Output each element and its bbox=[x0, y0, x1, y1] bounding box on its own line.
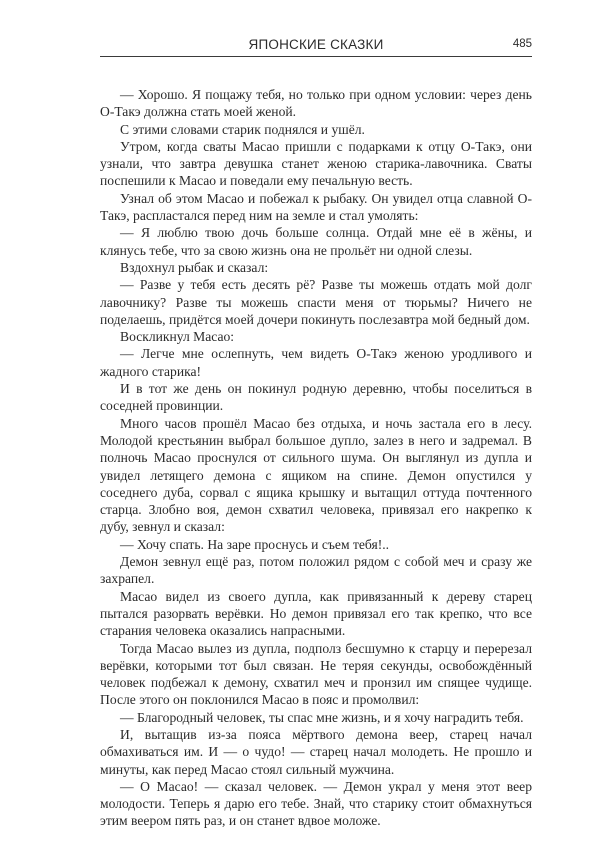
paragraph: Узнал об этом Масао и побежал к рыбаку. Он увидел отца славной О-Такэ, распластался перед ним на земле и стал умолять: bbox=[100, 190, 532, 224]
paragraph: Тогда Масао вылез из дупла, подполз бесшумно к старцу и перерезал верёвки, которыми тот был связан. Не теряя секунды, освобождённый человек подбежал к демону, схватил меч и пронзил им спящее чудище. После этого он поклонился Масао в пояс и промолвил: bbox=[100, 640, 532, 708]
running-title: ЯПОНСКИЕ СКАЗКИ bbox=[248, 37, 384, 52]
paragraph: И в тот же день он покинул родную деревню, чтобы поселиться в соседней провинции. bbox=[100, 381, 532, 414]
paragraph: Много часов прошёл Масао без отдыха, и ночь застала его в лесу. Молодой крестьянин выбрал большое дупло, залез в него и задремал. В полночь Масао проснулся от сильного шума. Он выглянул из дупла и увидел летящего демона с ящиком на спине. Демон опустился у соседнего дуба, сорвал с ящика крышку и вытащил оттуда почтенного старца. Злобно воя, демон схватил человека, привязал его накрепко к дубу, зевнул и сказал: bbox=[100, 415, 532, 535]
paragraph: С этими словами старик поднялся и ушёл. bbox=[120, 121, 365, 137]
paragraph: Вздохнул рыбак и сказал: bbox=[120, 259, 269, 275]
paragraph: Воскликнул Масао: bbox=[120, 329, 235, 345]
page-number: 485 bbox=[512, 38, 532, 50]
header-rule bbox=[100, 56, 532, 57]
paragraph: — Хочу спать. На заре проснусь и съем тебя!.. bbox=[120, 536, 390, 552]
paragraph: — Разве у тебя есть десять рё? Разве ты можешь отдать мой долг лавочнику? Разве ты можешь спасти меня от тюрьмы? Ничего не поделаешь, придётся моей дочери покинуть послезавтра мой бедный дом. bbox=[100, 277, 532, 327]
running-head bbox=[100, 34, 532, 56]
paragraph: — Хорошо. Я пощажу тебя, но только при одном условии: через день О-Такэ должна стать моей женой. bbox=[100, 87, 532, 120]
paragraph: — О Масао! — сказал человек. — Демон украл у меня этот веер молодости. Теперь я дарю его тебе. Знай, что старику стоит обмахнуться этим веером пять раз, и он станет вдвое моложе. bbox=[100, 778, 532, 829]
body-text bbox=[100, 86, 532, 830]
paragraph: — Я люблю твою дочь больше солнца. Отдай мне её в жёны, и клянусь тебе, что за свою жизнь она не прольёт ни одной слезы. bbox=[100, 225, 532, 258]
paragraph: Утром, когда сваты Масао пришли с подарками к отцу О-Такэ, они узнали, что завтра девушка станет женою старика-лавочника. Сваты поспешили к Масао и поведали ему печальную весть. bbox=[100, 138, 532, 189]
paragraph: Масао видел из своего дупла, как привязанный к дереву старец пытался разорвать верёвки. Но демон привязал его так крепко, что все старания человека оказались напрасными. bbox=[100, 588, 532, 639]
paragraph: — Легче мне ослепнуть, чем видеть О-Такэ женою уродливого и жадного старика! bbox=[100, 346, 532, 379]
paragraph: И, вытащив из-за пояса мёртвого демона веер, старец начал обмахиваться им. И — о чудо! — старец начал молодеть. Не прошло и минуты, как перед Масао стоял сильный мужчина. bbox=[100, 726, 532, 777]
paragraph: Демон зевнул ещё раз, потом положил рядом с собой меч и сразу же захрапел. bbox=[100, 554, 532, 587]
paragraph: — Благородный человек, ты спас мне жизнь, и я хочу наградить тебя. bbox=[120, 709, 524, 725]
